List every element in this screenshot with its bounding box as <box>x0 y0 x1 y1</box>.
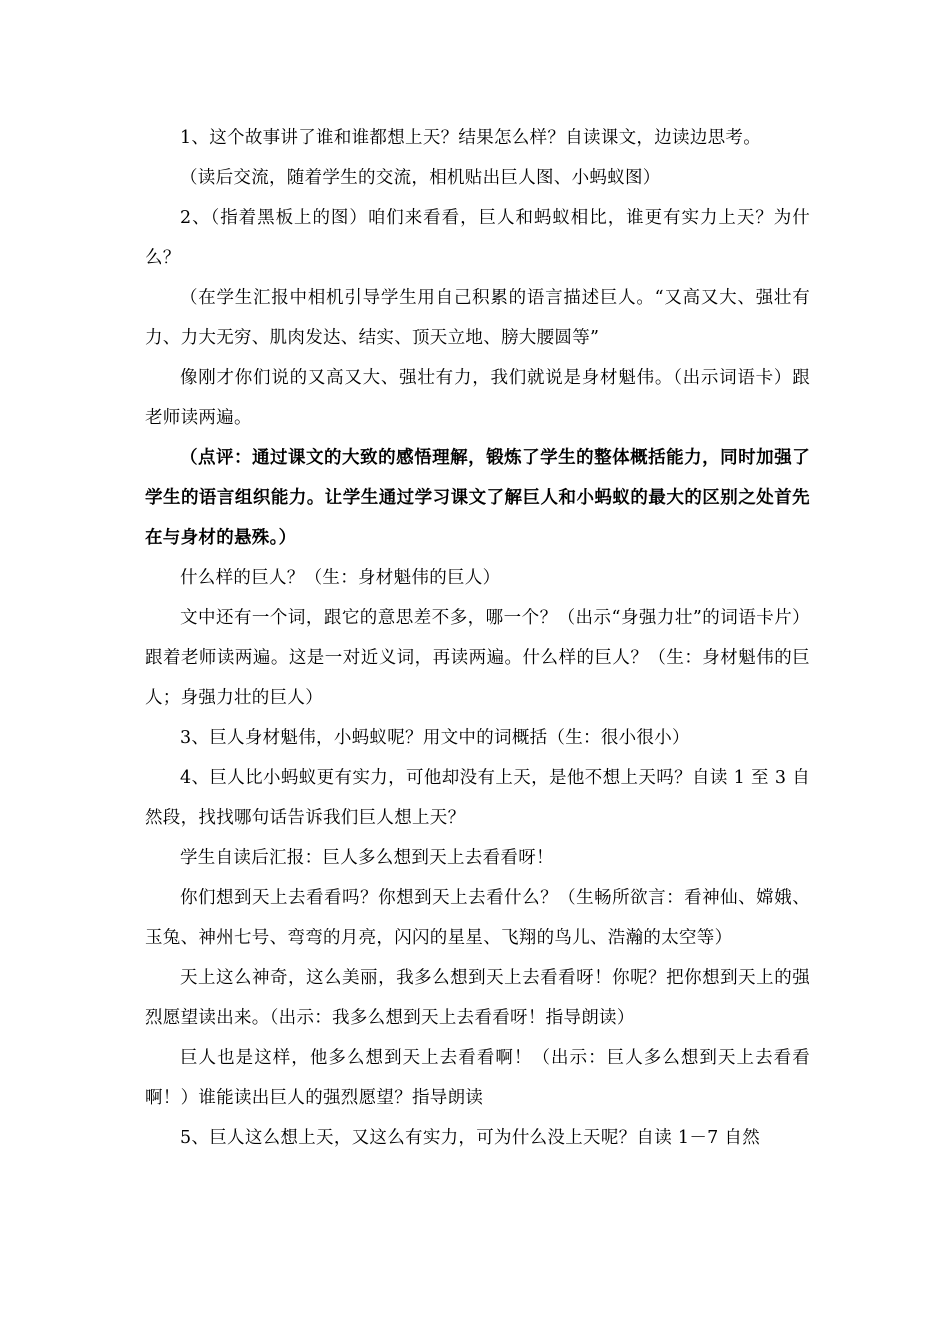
paragraph-3: 2、（指着黑板上的图）咱们来看看，巨人和蚂蚁相比，谁更有实力上天？为什么？ <box>145 208 810 268</box>
paragraph-9: 3、巨人身材魁伟，小蚂蚁呢？用文中的词概括（生：很小很小） <box>180 728 690 748</box>
paragraph-2: （读后交流，随着学生的交流，相机贴出巨人图、小蚂蚁图） <box>180 168 661 188</box>
paragraph-7: 什么样的巨人？（生：身材魁伟的巨人） <box>180 568 501 588</box>
paragraph-8: 文中还有一个词，跟它的意思差不多，哪一个？（出示“身强力壮”的词语卡片）跟着老师读两遍。这是一对近义词，再读两遍。什么样的巨人？（生：身材魁伟的巨人；身强力壮的巨人） <box>145 608 810 708</box>
paragraph-5: 像刚才你们说的又高又大、强壮有力，我们就说是身材魁伟。（出示词语卡）跟老师读两遍。 <box>145 368 810 428</box>
document-body <box>145 118 810 1158</box>
commentary-paragraph: （点评：通过课文的大致的感悟理解，锻炼了学生的整体概括能力，同时加强了学生的语言组织能力。让学生通过学习课文了解巨人和小蚂蚁的最大的区别之处首先在与身材的悬殊。） <box>145 448 810 548</box>
paragraph-12: 你们想到天上去看看吗？你想到天上去看什么？（生畅所欲言：看神仙、嫦娥、玉兔、神州七号、弯弯的月亮，闪闪的星星、飞翔的鸟儿、浩瀚的太空等） <box>145 888 810 948</box>
paragraph-10: 4、巨人比小蚂蚁更有实力，可他却没有上天，是他不想上天吗？自读 1 至 3 自然段，找找哪句话告诉我们巨人想上天？ <box>145 768 810 828</box>
paragraph-1: 1、这个故事讲了谁和谁都想上天？结果怎么样？自读课文，边读边思考。 <box>180 128 762 148</box>
paragraph-14: 巨人也是这样，他多么想到天上去看看啊！（出示：巨人多么想到天上去看看啊！）谁能读出巨人的强烈愿望？指导朗读 <box>145 1048 810 1108</box>
paragraph-11: 学生自读后汇报：巨人多么想到天上去看看呀！ <box>180 848 554 868</box>
paragraph-13: 天上这么神奇，这么美丽，我多么想到天上去看看呀！你呢？把你想到天上的强烈愿望读出来。（出示：我多么想到天上去看看呀！指导朗读） <box>145 968 810 1028</box>
paragraph-4: （在学生汇报中相机引导学生用自己积累的语言描述巨人。“又高又大、强壮有力、力大无穷、肌肉发达、结实、顶天立地、膀大腰圆等” <box>145 288 810 348</box>
paragraph-15: 5、巨人这么想上天，又这么有实力，可为什么没上天呢？自读 1－7 自然 <box>180 1128 761 1148</box>
